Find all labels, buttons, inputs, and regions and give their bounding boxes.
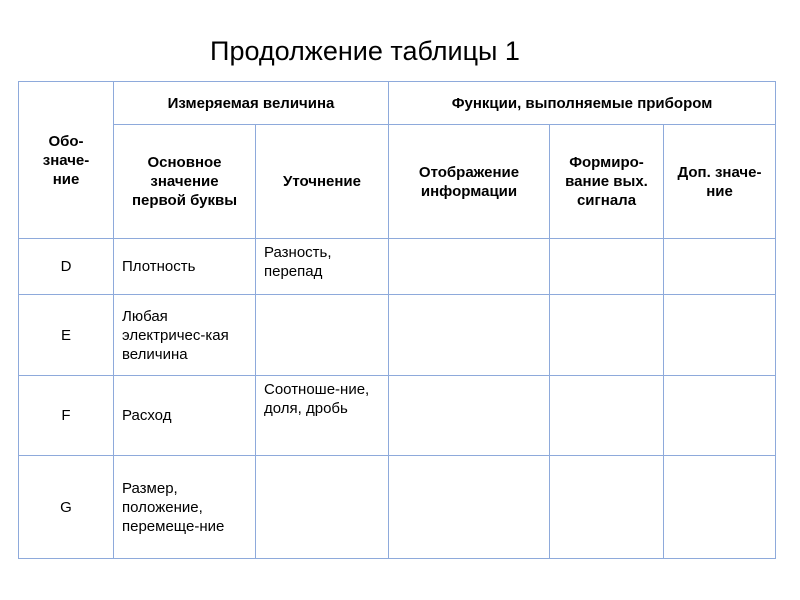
empty-cell bbox=[550, 239, 664, 295]
meaning-cell: Расход bbox=[114, 376, 256, 456]
letter-cell: E bbox=[19, 295, 114, 376]
meaning-cell: Размер, положение, перемеще-ние bbox=[114, 456, 256, 559]
designation-table bbox=[18, 81, 776, 559]
empty-cell bbox=[664, 295, 776, 376]
header-measured: Измеряемая величина bbox=[114, 82, 389, 125]
refinement-cell: Соотноше-ние, доля, дробь bbox=[256, 376, 389, 456]
header-functions: Функции, выполняемые прибором bbox=[389, 82, 776, 125]
refinement-cell bbox=[256, 456, 389, 559]
empty-cell bbox=[664, 376, 776, 456]
letter-cell: D bbox=[19, 239, 114, 295]
header-refinement: Уточнение bbox=[256, 125, 389, 239]
empty-cell bbox=[389, 376, 550, 456]
header-extra: Доп. значе-ние bbox=[664, 125, 776, 239]
table-row bbox=[19, 295, 776, 376]
empty-cell bbox=[389, 295, 550, 376]
meaning-cell: Плотность bbox=[114, 239, 256, 295]
header-designation: Обо-значе-ние bbox=[19, 82, 114, 239]
table-row bbox=[19, 456, 776, 559]
empty-cell bbox=[664, 239, 776, 295]
header-display: Отображение информации bbox=[389, 125, 550, 239]
empty-cell bbox=[389, 239, 550, 295]
meaning-cell: Любая электричес-кая величина bbox=[114, 295, 256, 376]
table-row bbox=[19, 376, 776, 456]
empty-cell bbox=[389, 456, 550, 559]
header-output: Формиро-вание вых. сигнала bbox=[550, 125, 664, 239]
letter-cell: G bbox=[19, 456, 114, 559]
empty-cell bbox=[550, 456, 664, 559]
refinement-cell: Разность, перепад bbox=[256, 239, 389, 295]
letter-cell: F bbox=[19, 376, 114, 456]
empty-cell bbox=[664, 456, 776, 559]
slide-title: Продолжение таблицы 1 bbox=[210, 36, 520, 66]
empty-cell bbox=[550, 295, 664, 376]
header-main-meaning: Основное значение первой буквы bbox=[114, 125, 256, 239]
empty-cell bbox=[550, 376, 664, 456]
table-row bbox=[19, 239, 776, 295]
refinement-cell bbox=[256, 295, 389, 376]
